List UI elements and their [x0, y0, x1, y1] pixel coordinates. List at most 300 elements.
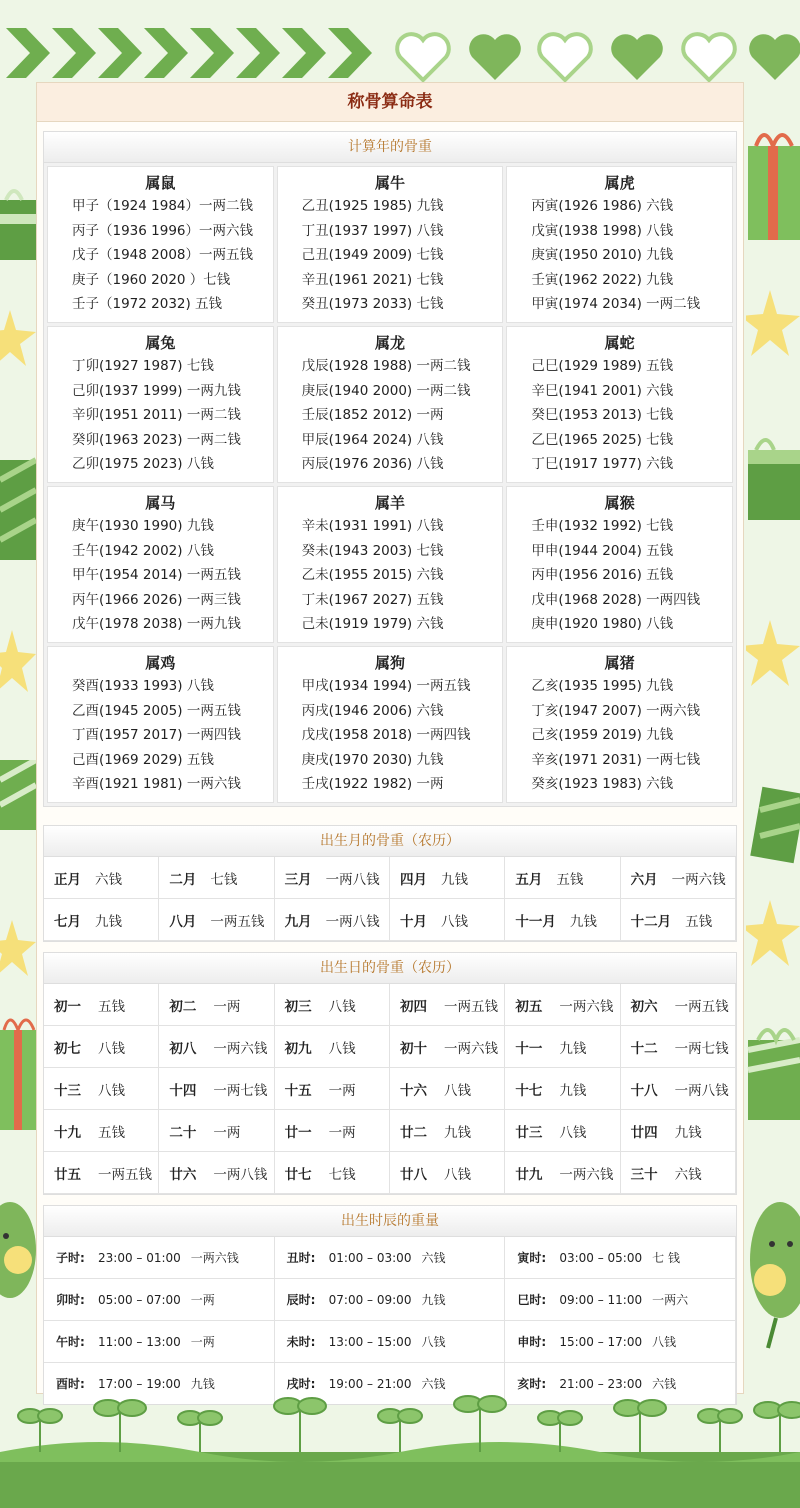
zodiac-year-weight: 甲寅(1974 2034) 一两二钱	[531, 296, 701, 312]
hour-range: 15:00 – 17:00	[559, 1334, 643, 1349]
hour-cell	[44, 1321, 275, 1363]
chevron-right-icon	[328, 28, 372, 78]
day-weight: 九钱	[559, 1082, 587, 1099]
month-label: 三月	[284, 871, 312, 888]
hour-weight: 九钱	[190, 1377, 215, 1391]
day-label: 廿七	[284, 1166, 312, 1183]
zodiac-year-weight: 戊寅(1938 1998) 八钱	[531, 222, 674, 239]
day-cell	[275, 984, 390, 1026]
zodiac-year-weight: 癸卯(1963 2023) 一两二钱	[72, 431, 241, 448]
day-label: 初六	[630, 998, 658, 1015]
zodiac-year-weight: 己巳(1929 1989) 五钱	[531, 358, 674, 374]
chevron-right-icon	[236, 28, 280, 78]
hour-label: 巳时:	[517, 1293, 547, 1307]
zodiac-cell	[277, 486, 504, 643]
day-cell	[390, 1152, 505, 1194]
hour-label: 酉时:	[56, 1377, 85, 1391]
zodiac-year-weight: 戊辰(1928 1988) 一两二钱	[301, 358, 471, 374]
zodiac-name: 属猴	[604, 494, 635, 512]
hour-label: 未时:	[286, 1335, 316, 1349]
month-label: 七月	[54, 913, 81, 930]
zodiac-year-weight: 癸酉(1933 1993) 八钱	[72, 678, 214, 694]
day-weight: 一两六钱	[559, 1166, 614, 1183]
star-icon	[746, 620, 800, 690]
pea-character-icon	[746, 1200, 800, 1350]
month-weight: 七钱	[210, 871, 238, 888]
zodiac-year-weight: 丙午(1966 2026) 一两三钱	[72, 591, 241, 608]
day-weight: 一两六钱	[213, 1040, 268, 1057]
day-cell	[159, 1068, 274, 1110]
zodiac-year-weight: 丙戌(1946 2006) 六钱	[301, 702, 444, 719]
zodiac-year-weight: 庚子（1960 2020 ）七钱	[72, 271, 231, 288]
hour-range: 03:00 – 05:00	[559, 1250, 643, 1265]
gift-box-icon	[746, 430, 800, 520]
hour-cell	[275, 1237, 506, 1279]
heart-filled-icon	[608, 30, 666, 84]
hour-label: 卯时:	[56, 1293, 85, 1307]
zodiac-year-weight: 丁亥(1947 2007) 一两六钱	[531, 702, 701, 719]
day-cell	[275, 1110, 390, 1152]
year-section	[43, 131, 737, 807]
zodiac-year-weight: 癸亥(1923 1983) 六钱	[531, 776, 674, 792]
day-cell	[621, 1110, 736, 1152]
day-label: 初五	[515, 998, 543, 1015]
gift-box-icon	[0, 180, 36, 260]
hour-weight: 一两六	[652, 1293, 689, 1307]
hour-weight: 六钱	[421, 1377, 446, 1391]
zodiac-name: 属猪	[604, 654, 635, 672]
zodiac-year-weight: 庚申(1920 1980) 八钱	[531, 616, 674, 632]
day-cell	[390, 1026, 505, 1068]
zodiac-name: 属鼠	[145, 174, 176, 192]
day-weight: 一两七钱	[213, 1082, 268, 1099]
zodiac-year-weight: 己未(1919 1979) 六钱	[301, 616, 444, 632]
month-label: 八月	[169, 913, 197, 930]
day-weight: 八钱	[98, 1040, 125, 1057]
zodiac-year-weight: 乙卯(1975 2023) 八钱	[72, 456, 214, 472]
day-weight: 一两	[213, 998, 241, 1015]
hour-range: 01:00 – 03:00	[328, 1250, 412, 1265]
hour-label: 辰时:	[286, 1293, 316, 1307]
gift-box-icon	[0, 760, 36, 830]
zodiac-cell	[506, 646, 733, 803]
zodiac-year-weight: 己亥(1959 2019) 九钱	[531, 727, 674, 743]
month-label: 四月	[400, 871, 427, 888]
day-label: 二十	[169, 1124, 197, 1141]
sprouts-border	[0, 1392, 800, 1508]
day-weight: 九钱	[674, 1124, 702, 1141]
day-weight: 六钱	[674, 1166, 702, 1183]
month-label: 十月	[400, 913, 427, 930]
zodiac-year-weight: 辛巳(1941 2001) 六钱	[531, 382, 674, 399]
day-cell	[390, 1068, 505, 1110]
month-cell	[159, 857, 274, 899]
zodiac-year-weight: 壬子（1972 2032) 五钱	[72, 296, 223, 312]
month-section-heading: 出生月的骨重（农历）	[44, 826, 736, 857]
zodiac-year-weight: 戊午(1978 2038) 一两九钱	[72, 616, 241, 632]
zodiac-year-weight: 庚戌(1970 2030) 九钱	[301, 751, 444, 768]
chevron-right-icon	[98, 28, 142, 78]
zodiac-name: 属羊	[374, 494, 405, 512]
zodiac-year-weight: 壬申(1932 1992) 七钱	[531, 518, 674, 534]
month-weight: 六钱	[95, 871, 122, 888]
month-label: 六月	[630, 871, 658, 888]
hour-cell	[275, 1279, 506, 1321]
zodiac-year-weight: 丁酉(1957 2017) 一两四钱	[72, 727, 241, 743]
zodiac-year-weight: 壬寅(1962 2022) 九钱	[531, 271, 674, 288]
hour-range: 05:00 – 07:00	[98, 1292, 181, 1307]
day-section-heading: 出生日的骨重（农历）	[44, 953, 736, 984]
zodiac-year-weight: 壬戌(1922 1982) 一两	[301, 776, 444, 792]
heart-outline-icon	[536, 30, 594, 84]
zodiac-cell	[506, 486, 733, 643]
zodiac-year-weight: 癸巳(1953 2013) 七钱	[531, 407, 674, 423]
pea-character-icon	[0, 1200, 36, 1310]
star-icon	[746, 900, 800, 970]
month-weight: 一两八钱	[325, 871, 380, 888]
zodiac-cell	[277, 646, 504, 803]
hour-cell	[505, 1321, 736, 1363]
zodiac-year-weight: 庚午(1930 1990) 九钱	[72, 518, 214, 534]
day-label: 初二	[169, 998, 197, 1015]
hour-cell	[275, 1321, 506, 1363]
day-label: 三十	[630, 1166, 658, 1183]
month-cell	[621, 857, 736, 899]
zodiac-grid	[44, 163, 736, 806]
day-label: 十八	[630, 1082, 658, 1099]
month-cell	[159, 899, 274, 941]
zodiac-year-weight: 丙申(1956 2016) 五钱	[531, 567, 674, 583]
hour-label: 子时:	[56, 1251, 85, 1265]
zodiac-year-weight: 辛酉(1921 1981) 一两六钱	[72, 776, 241, 792]
zodiac-year-weight: 甲申(1944 2004) 五钱	[531, 542, 674, 559]
day-label: 廿五	[54, 1166, 81, 1183]
month-label: 五月	[515, 871, 543, 888]
day-weight: 一两	[328, 1124, 356, 1141]
day-label: 十七	[515, 1082, 543, 1099]
zodiac-year-weight: 辛未(1931 1991) 八钱	[301, 518, 444, 534]
day-weight: 一两五钱	[444, 998, 498, 1015]
zodiac-year-weight: 庚寅(1950 2010) 九钱	[531, 247, 674, 263]
day-cell	[159, 1110, 274, 1152]
day-label: 十二	[630, 1040, 658, 1057]
day-cell	[44, 984, 159, 1026]
month-label: 十二月	[630, 913, 672, 930]
month-cell	[390, 857, 505, 899]
heart-outline-icon	[394, 30, 452, 84]
day-label: 十九	[54, 1124, 81, 1141]
month-weight: 一两五钱	[210, 913, 265, 930]
day-weight: 一两	[328, 1082, 356, 1099]
day-weight: 八钱	[444, 1082, 471, 1099]
day-label: 初八	[169, 1040, 197, 1057]
day-label: 初四	[400, 998, 427, 1015]
day-weight: 一两五钱	[674, 998, 729, 1015]
day-weight: 九钱	[559, 1040, 587, 1057]
day-weight: 八钱	[559, 1124, 587, 1141]
hour-weight: 一两六钱	[190, 1251, 239, 1265]
month-weight: 九钱	[569, 913, 597, 930]
day-label: 初十	[400, 1040, 427, 1057]
zodiac-cell	[506, 326, 733, 483]
chevron-right-icon	[144, 28, 188, 78]
gift-box-icon	[746, 780, 800, 870]
zodiac-year-weight: 乙丑(1925 1985) 九钱	[301, 198, 444, 214]
month-weight: 一两八钱	[325, 913, 380, 930]
zodiac-year-weight: 壬午(1942 2002) 八钱	[72, 542, 214, 559]
zodiac-year-weight: 己卯(1937 1999) 一两九钱	[72, 382, 241, 399]
month-cell	[505, 899, 620, 941]
zodiac-year-weight: 辛卯(1951 2011) 一两二钱	[72, 407, 241, 423]
hour-label: 寅时:	[517, 1251, 547, 1265]
month-weight: 九钱	[441, 871, 468, 888]
day-label: 十三	[54, 1082, 81, 1099]
zodiac-year-weight: 己酉(1969 2029) 五钱	[72, 751, 214, 768]
day-weight: 一两八钱	[674, 1082, 729, 1099]
chevron-right-icon	[52, 28, 96, 78]
day-label: 十四	[169, 1082, 197, 1099]
hour-range: 09:00 – 11:00	[559, 1292, 643, 1307]
zodiac-year-weight: 丙子（1936 1996）一两六钱	[72, 222, 254, 239]
day-label: 初七	[54, 1040, 81, 1057]
day-label: 廿九	[515, 1166, 543, 1183]
day-section	[43, 952, 737, 1195]
day-weight: 八钱	[98, 1082, 125, 1099]
day-cell	[159, 1026, 274, 1068]
day-cell	[621, 984, 736, 1026]
hour-grid	[44, 1237, 736, 1405]
heart-filled-icon	[746, 30, 800, 84]
zodiac-name: 属鸡	[145, 654, 176, 672]
day-label: 初九	[284, 1040, 312, 1057]
day-cell	[275, 1068, 390, 1110]
hour-label: 申时:	[517, 1335, 547, 1349]
zodiac-year-weight: 戊子（1948 2008）一两五钱	[72, 247, 254, 263]
day-cell	[44, 1068, 159, 1110]
zodiac-year-weight: 乙未(1955 2015) 六钱	[301, 567, 444, 583]
day-cell	[505, 1026, 620, 1068]
zodiac-cell	[47, 326, 274, 483]
day-cell	[44, 1110, 159, 1152]
hour-weight: 八钱	[652, 1335, 677, 1349]
hour-weight: 一两	[190, 1293, 215, 1307]
hour-range: 17:00 – 19:00	[98, 1376, 181, 1391]
month-label: 正月	[54, 871, 81, 888]
zodiac-year-weight: 丙寅(1926 1986) 六钱	[531, 198, 674, 214]
zodiac-year-weight: 癸未(1943 2003) 七钱	[301, 542, 444, 559]
day-cell	[621, 1026, 736, 1068]
day-label: 初三	[284, 998, 312, 1015]
zodiac-year-weight: 乙亥(1935 1995) 九钱	[531, 678, 674, 694]
zodiac-year-weight: 甲午(1954 2014) 一两五钱	[72, 567, 241, 583]
hour-cell	[505, 1237, 736, 1279]
zodiac-year-weight: 辛亥(1971 2031) 一两七钱	[531, 751, 701, 768]
gift-box-icon	[746, 120, 800, 240]
hour-weight: 六钱	[652, 1377, 677, 1391]
day-cell	[505, 1068, 620, 1110]
hour-cell	[505, 1279, 736, 1321]
day-weight: 一两	[213, 1124, 241, 1141]
zodiac-year-weight: 癸丑(1973 2033) 七钱	[301, 296, 444, 312]
day-label: 廿八	[400, 1166, 427, 1183]
day-label: 廿三	[515, 1124, 543, 1141]
zodiac-cell	[47, 646, 274, 803]
gift-box-icon	[746, 1020, 800, 1120]
zodiac-name: 属虎	[604, 174, 635, 192]
month-cell	[44, 899, 159, 941]
day-label: 廿四	[630, 1124, 658, 1141]
hour-weight: 八钱	[421, 1335, 446, 1349]
hour-weight: 六钱	[421, 1251, 446, 1265]
heart-outline-icon	[680, 30, 738, 84]
day-weight: 五钱	[98, 998, 125, 1015]
month-cell	[390, 899, 505, 941]
zodiac-year-weight: 戊戌(1958 2018) 一两四钱	[301, 727, 471, 743]
hour-range: 23:00 – 01:00	[98, 1250, 181, 1265]
hour-cell	[44, 1237, 275, 1279]
day-label: 廿六	[169, 1166, 197, 1183]
year-section-heading: 计算年的骨重	[44, 132, 736, 163]
month-label: 九月	[284, 913, 312, 930]
hour-weight: 九钱	[421, 1293, 446, 1307]
day-cell	[390, 984, 505, 1026]
month-weight: 五钱	[685, 913, 713, 930]
month-weight: 一两六钱	[671, 871, 726, 888]
month-weight: 九钱	[95, 913, 122, 930]
month-cell	[44, 857, 159, 899]
zodiac-year-weight: 丁卯(1927 1987) 七钱	[72, 358, 214, 374]
day-weight: 八钱	[328, 1040, 356, 1057]
zodiac-year-weight: 甲辰(1964 2024) 八钱	[301, 431, 444, 448]
day-label: 十五	[284, 1082, 312, 1099]
hour-range: 13:00 – 15:00	[328, 1334, 412, 1349]
day-cell	[159, 984, 274, 1026]
day-cell	[390, 1110, 505, 1152]
day-cell	[44, 1152, 159, 1194]
zodiac-name: 属牛	[374, 174, 405, 192]
day-cell	[621, 1152, 736, 1194]
hour-label: 戌时:	[286, 1377, 316, 1391]
zodiac-name: 属狗	[374, 654, 405, 672]
zodiac-year-weight: 丙辰(1976 2036) 八钱	[301, 456, 444, 472]
hour-weight: 一两	[190, 1335, 215, 1349]
day-weight: 一两七钱	[674, 1040, 729, 1057]
day-cell	[505, 1152, 620, 1194]
day-weight: 八钱	[328, 998, 356, 1015]
day-cell	[44, 1026, 159, 1068]
month-cell	[275, 857, 390, 899]
day-label: 廿二	[400, 1124, 427, 1141]
month-section	[43, 825, 737, 942]
day-cell	[505, 1110, 620, 1152]
zodiac-cell	[277, 166, 504, 323]
month-weight: 八钱	[441, 913, 468, 930]
hour-section-heading: 出生时辰的重量	[44, 1206, 736, 1237]
gift-box-icon	[0, 1010, 36, 1130]
gift-box-icon	[0, 450, 36, 560]
hour-range: 11:00 – 13:00	[98, 1334, 181, 1349]
zodiac-year-weight: 己丑(1949 2009) 七钱	[301, 247, 444, 263]
day-grid	[44, 984, 736, 1194]
zodiac-name: 属蛇	[604, 334, 635, 352]
hour-label: 丑时:	[286, 1251, 316, 1265]
day-cell	[505, 984, 620, 1026]
zodiac-year-weight: 壬辰(1852 2012) 一两	[301, 407, 444, 423]
day-weight: 九钱	[444, 1124, 471, 1141]
zodiac-year-weight: 丁巳(1917 1977) 六钱	[531, 456, 674, 472]
page-title: 称骨算命表	[37, 83, 743, 122]
day-label: 十六	[400, 1082, 427, 1099]
zodiac-year-weight: 辛丑(1961 2021) 七钱	[301, 271, 444, 288]
zodiac-name: 属兔	[145, 334, 176, 352]
month-grid	[44, 857, 736, 941]
zodiac-year-weight: 戊申(1968 2028) 一两四钱	[531, 591, 701, 608]
hour-label: 亥时:	[517, 1377, 547, 1391]
month-label: 十一月	[515, 913, 556, 930]
day-weight: 七钱	[328, 1166, 356, 1183]
month-label: 二月	[169, 871, 197, 888]
hour-label: 午时:	[56, 1335, 85, 1349]
chevron-right-icon	[190, 28, 234, 78]
zodiac-year-weight: 丁丑(1937 1997) 八钱	[301, 222, 444, 239]
chevron-right-icon	[282, 28, 326, 78]
zodiac-year-weight: 乙巳(1965 2025) 七钱	[531, 431, 674, 448]
day-weight: 五钱	[98, 1124, 125, 1141]
month-cell	[505, 857, 620, 899]
zodiac-year-weight: 庚辰(1940 2000) 一两二钱	[301, 382, 471, 399]
month-cell	[621, 899, 736, 941]
hour-range: 07:00 – 09:00	[328, 1292, 412, 1307]
zodiac-year-weight: 甲戌(1934 1994) 一两五钱	[301, 678, 471, 694]
star-icon	[0, 630, 36, 700]
day-weight: 一两六钱	[559, 998, 614, 1015]
star-icon	[746, 290, 800, 360]
chevron-right-icon	[6, 28, 50, 78]
zodiac-cell	[47, 166, 274, 323]
zodiac-year-weight: 乙酉(1945 2005) 一两五钱	[72, 702, 241, 719]
zodiac-cell	[47, 486, 274, 643]
zodiac-year-weight: 丁未(1967 2027) 五钱	[301, 591, 444, 608]
hour-section	[43, 1205, 737, 1405]
hour-weight: 七 钱	[652, 1251, 680, 1265]
day-weight: 一两六钱	[444, 1040, 498, 1057]
zodiac-name: 属龙	[374, 334, 405, 352]
day-label: 十一	[515, 1040, 543, 1057]
month-weight: 五钱	[556, 871, 584, 888]
hour-range: 21:00 – 23:00	[559, 1376, 643, 1391]
star-icon	[0, 920, 36, 980]
zodiac-cell	[277, 326, 504, 483]
hour-cell	[44, 1279, 275, 1321]
hour-range: 19:00 – 21:00	[328, 1376, 412, 1391]
day-cell	[275, 1152, 390, 1194]
day-cell	[275, 1026, 390, 1068]
day-label: 廿一	[284, 1124, 312, 1141]
day-label: 初一	[54, 998, 81, 1015]
zodiac-name: 属马	[145, 494, 176, 512]
fortune-table-card	[36, 82, 744, 1394]
day-weight: 一两八钱	[213, 1166, 268, 1183]
heart-filled-icon	[466, 30, 524, 84]
zodiac-year-weight: 甲子（1924 1984）一两二钱	[72, 198, 254, 214]
day-weight: 一两五钱	[98, 1166, 152, 1183]
zodiac-cell	[506, 166, 733, 323]
star-icon	[0, 310, 36, 370]
day-cell	[159, 1152, 274, 1194]
day-weight: 八钱	[444, 1166, 471, 1183]
month-cell	[275, 899, 390, 941]
day-cell	[621, 1068, 736, 1110]
